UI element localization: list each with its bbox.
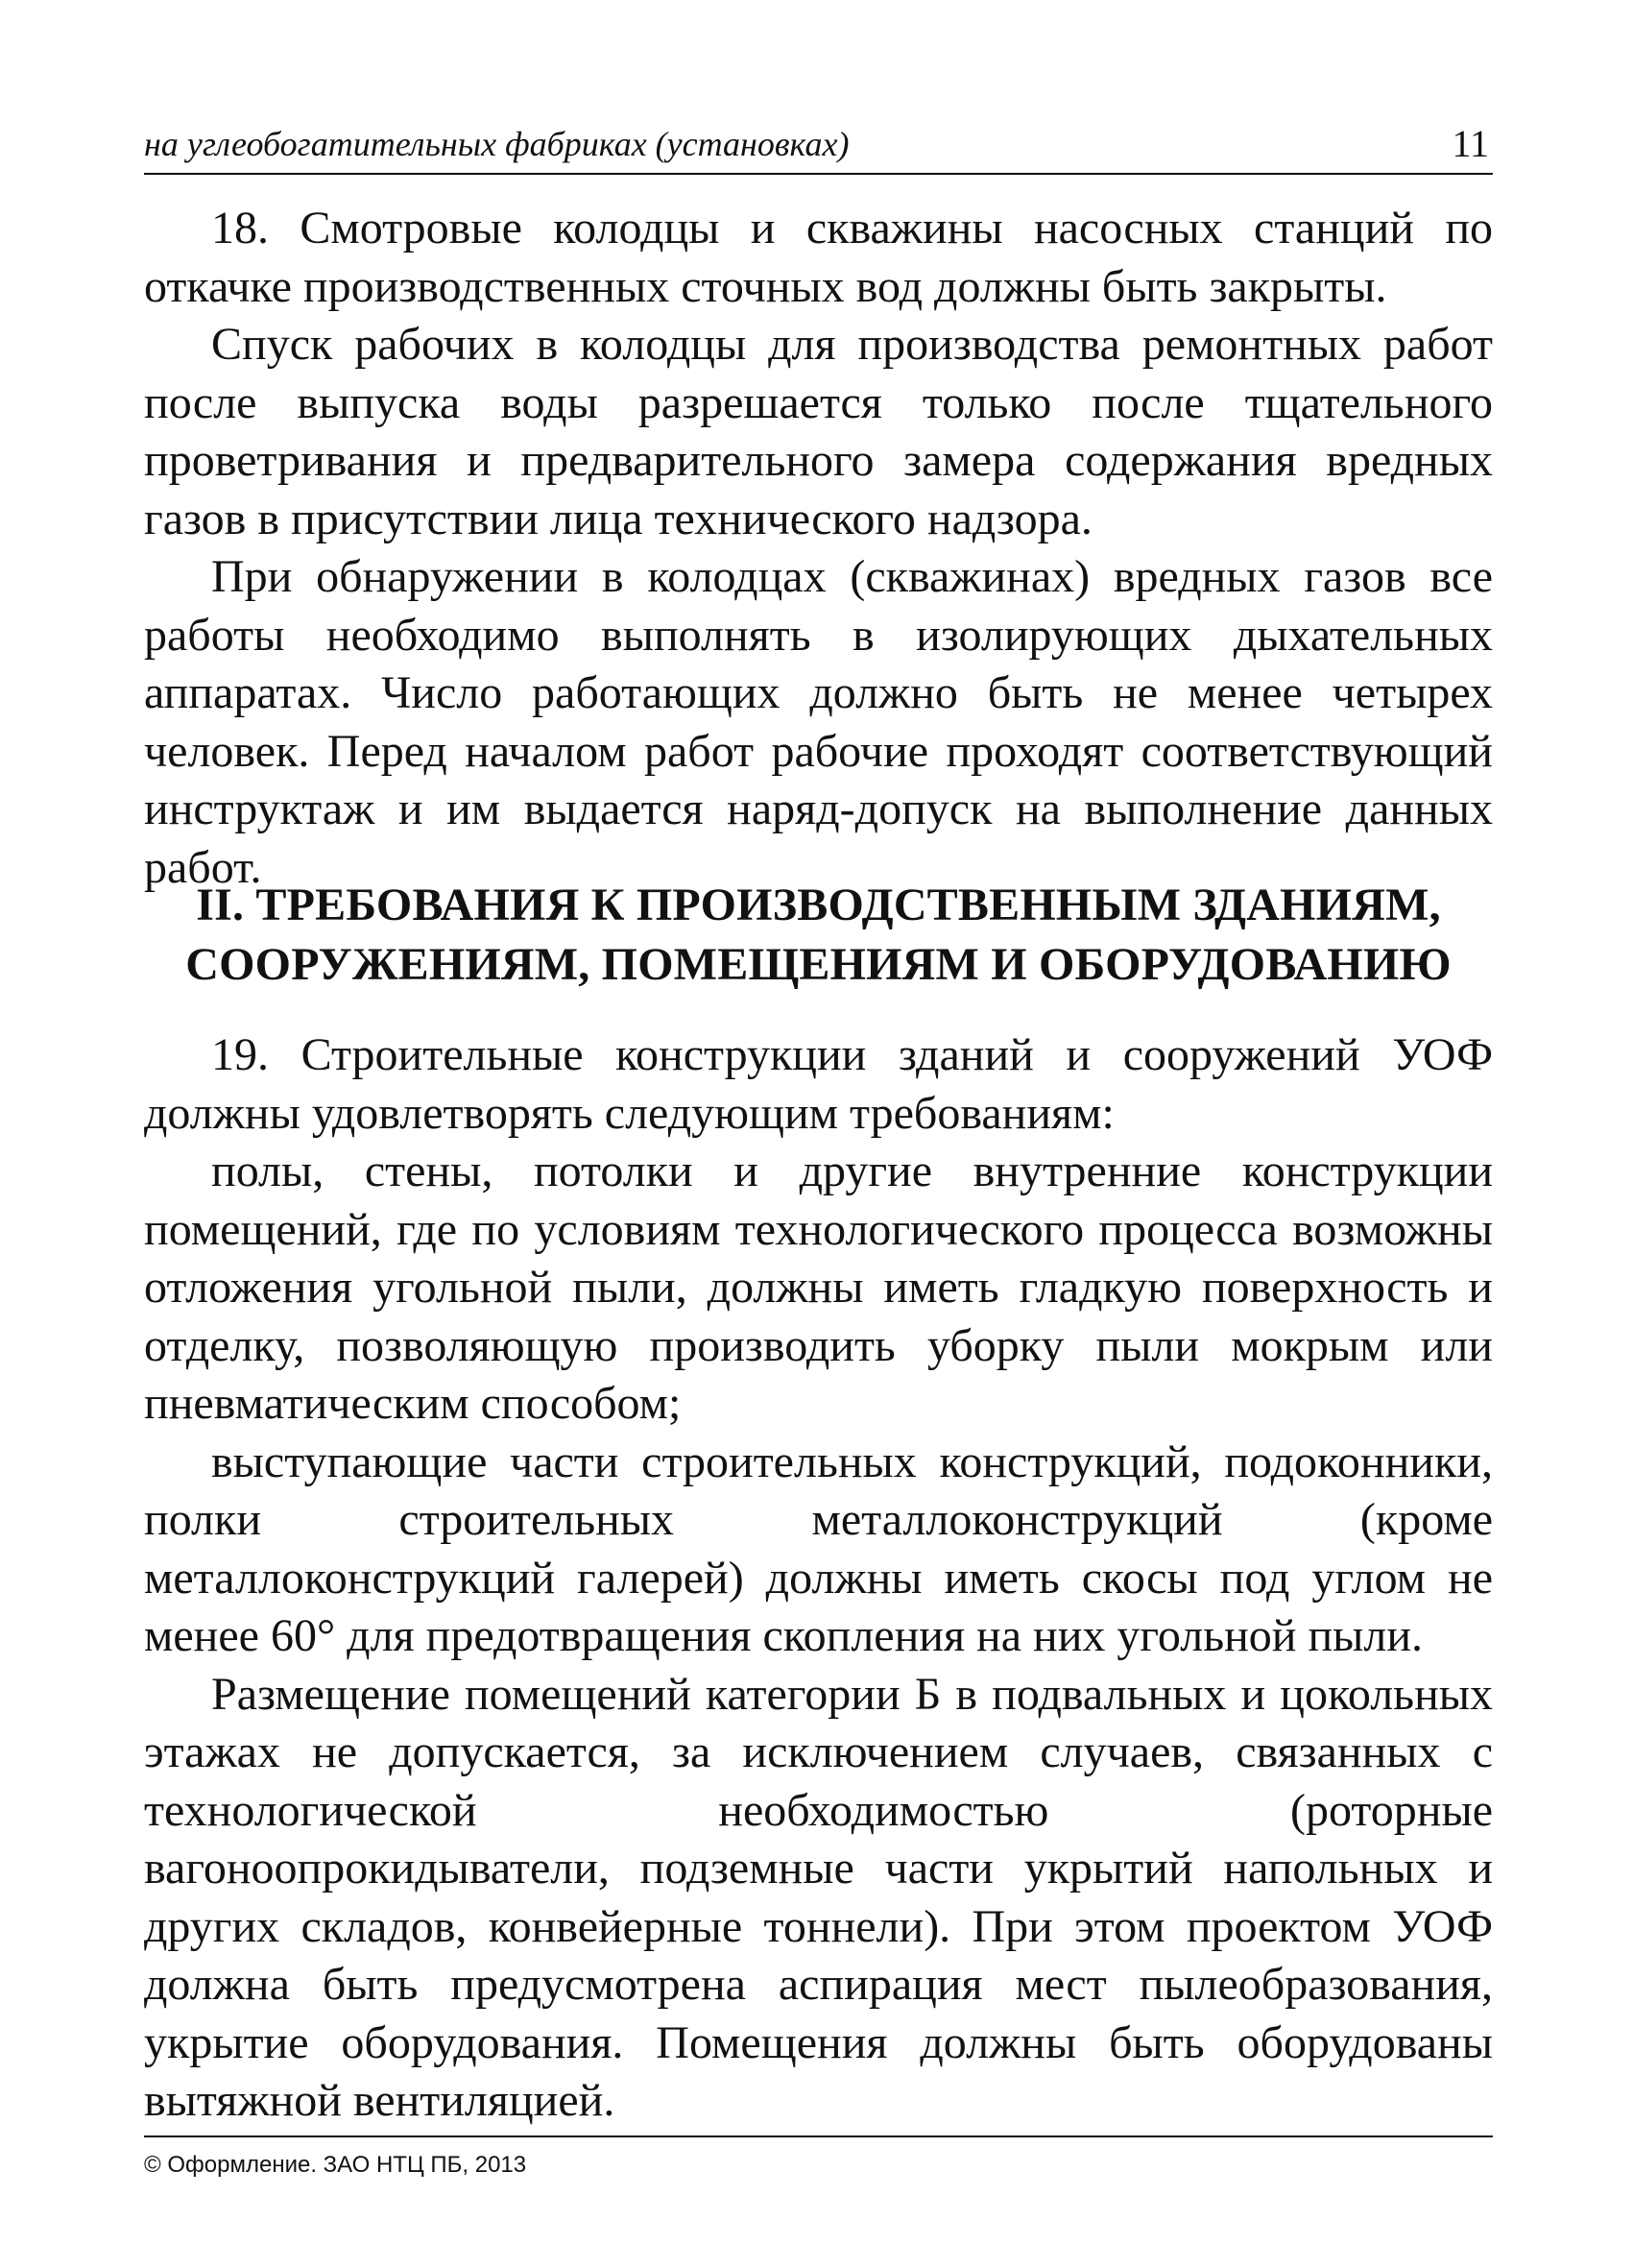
section-heading-line-1: II. ТРЕБОВАНИЯ К ПРОИЗВОДСТВЕННЫМ ЗДАНИЯМ,: [196, 880, 1441, 930]
text-block-bottom: [144, 1026, 1493, 2131]
running-header-title: на углеобогатительных фабриках (установках): [144, 125, 850, 163]
text-block-top: [144, 200, 1493, 897]
page-number: 11: [1452, 122, 1489, 165]
footer-copyright: © Оформление. ЗАО НТЦ ПБ, 2013: [144, 2152, 527, 2178]
paragraph-floors-walls: полы, стены, потолки и другие внутренние конструкции помещений, где по условиям технологического процесса возможны отложения угольной пыли, должны иметь гладкую поверхность и отделку, позволяющую производить уборку пыли мокрым или пневматическим способом;: [144, 1146, 1493, 1429]
paragraph-category-b-rooms: Размещение помещений категории Б в подвальных и цокольных этажах не допускается, за исключением случаев, связанных с технологической необходимостью (роторные вагоноопрокидыватели, подземные части укрытий напольных и других складов, конвейерные тоннели). При этом проектом УОФ должна быть предусмотрена аспирация мест пылеобразования, укрытие оборудования. Помещения должны быть оборудованы вытяжной вентиляцией.: [144, 1668, 1493, 2126]
paragraph-protruding-parts: выступающие части строительных конструкций, подоконники, полки строительных металлоконструкций (кроме металлоконструкций галерей) должны иметь скосы под углом не менее 60° для предотвращения скопления на них угольной пыли.: [144, 1436, 1493, 1661]
paragraph-worker-descent: Спуск рабочих в колодцы для производства ремонтных работ после выпуска воды разрешается только после тщательного проветривания и предварительного замера содержания вредных газов в присутствии лица технического надзора.: [144, 319, 1493, 544]
paragraph-18: 18. Смотровые колодцы и скважины насосных станций по откачке производственных сточных вод должны быть закрыты.: [144, 203, 1493, 312]
section-heading-line-2: СООРУЖЕНИЯМ, ПОМЕЩЕНИЯМ И ОБОРУДОВАНИЮ: [185, 939, 1452, 990]
footer-divider: [144, 2135, 1493, 2137]
running-header: [144, 123, 1493, 175]
section-heading: [144, 876, 1493, 995]
paragraph-19: 19. Строительные конструкции зданий и сооружений УОФ должны удовлетворять следующим требованиям:: [144, 1029, 1493, 1139]
paragraph-harmful-gases: При обнаружении в колодцах (скважинах) вредных газов все работы необходимо выполнять в изолирующих дыхательных аппаратах. Число работающих должно быть не менее четырех человек. Перед началом работ рабочие проходят соответствующий инструктаж и им выдается наряд-допуск на выполнение данных работ.: [144, 551, 1493, 893]
